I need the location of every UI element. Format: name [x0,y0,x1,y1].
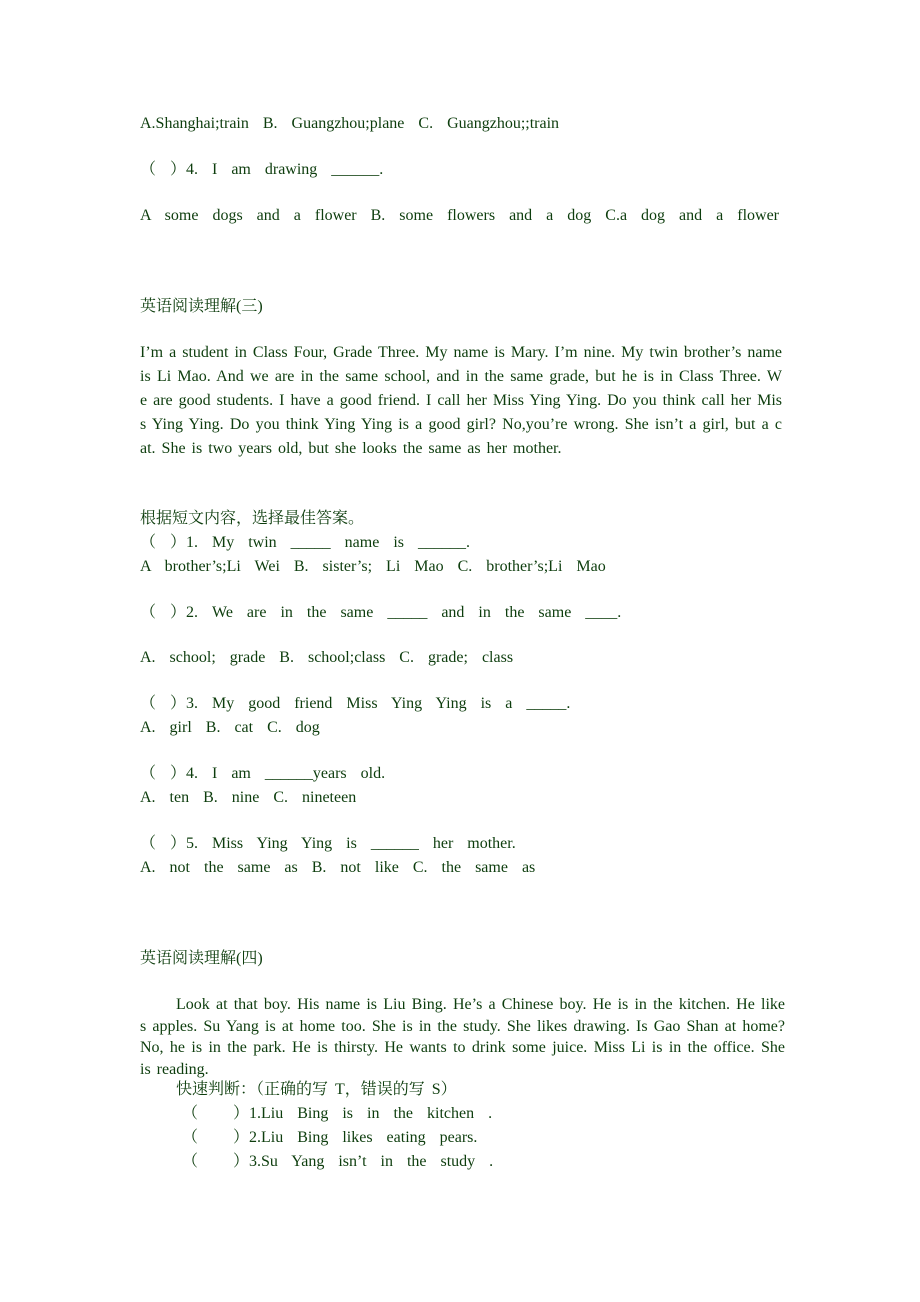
section-4-instruction: 快速判断：（正确的写 T，错误的写 S） [176,1081,457,1098]
s4-item-2: （ ）2.Liu Bing likes eating pears. [182,1129,478,1146]
s3-question-4: （ ）4. I am ______years old. [140,765,386,782]
section-3-title: 英语阅读理解(三) [140,298,263,315]
s3-question-2-options: A. school; grade B. school;class C. grade; class [140,649,514,666]
section-3-instruction: 根据短文内容，选择最佳答案。 [140,510,365,527]
s3-question-2: （ ）2. We are in the same _____ and in the same ____. [140,604,622,621]
section-4-title: 英语阅读理解(四) [140,950,263,967]
s3-question-1-options: A brother’s;Li Wei B. sister’s; Li Mao C. brother’s;Li Mao [140,558,606,575]
s3-question-5-options: A. not the same as B. not like C. the same as [140,859,536,876]
s3-question-1: （ ）1. My twin _____ name is ______. [140,534,470,551]
question-4-options: A some dogs and a flower B. some flowers and a dog C.a dog and a flower [140,207,779,224]
s3-question-3-options: A. girl B. cat C. dog [140,719,320,736]
section-3-passage: I’m a student in Class Four, Grade Three. My name is Mary. I’m nine. My twin brother’s name is Li Mao. And we are in the same school, and in the same grade, but he is in Class Three. We are good students. I have a good friend. I call her Miss Ying Ying. Do you think call her Miss Ying Ying. Do you think Ying Ying is a good girl? No,you’re wrong. She isn’t a girl, but a cat. She is two years old, but she looks the same as her mother. [140,344,782,457]
s4-item-3: （ ）3.Su Yang isn’t in the study . [182,1153,494,1170]
question-3-options: A.Shanghai;train B. Guangzhou;plane C. Guangzhou;;train [140,115,560,132]
s3-question-3: （ ）3. My good friend Miss Ying Ying is a _____. [140,695,571,712]
question-4: （ ）4. I am drawing ______. [140,161,384,178]
s4-item-1: （ ）1.Liu Bing is in the kitchen . [182,1105,493,1122]
section-4-passage: Look at that boy. His name is Liu Bing. He’s a Chinese boy. He is in the kitchen. He likes apples. Su Yang is at home too. She is in the study. She likes drawing. Is Gao Shan at home? No, he is in the park. He is thirsty. He wants to drink some juice. Miss Li is in the office. She is reading. [140,996,785,1078]
s3-question-5: （ ）5. Miss Ying Ying is ______ her mother. [140,835,516,852]
s3-question-4-options: A. ten B. nine C. nineteen [140,789,357,806]
